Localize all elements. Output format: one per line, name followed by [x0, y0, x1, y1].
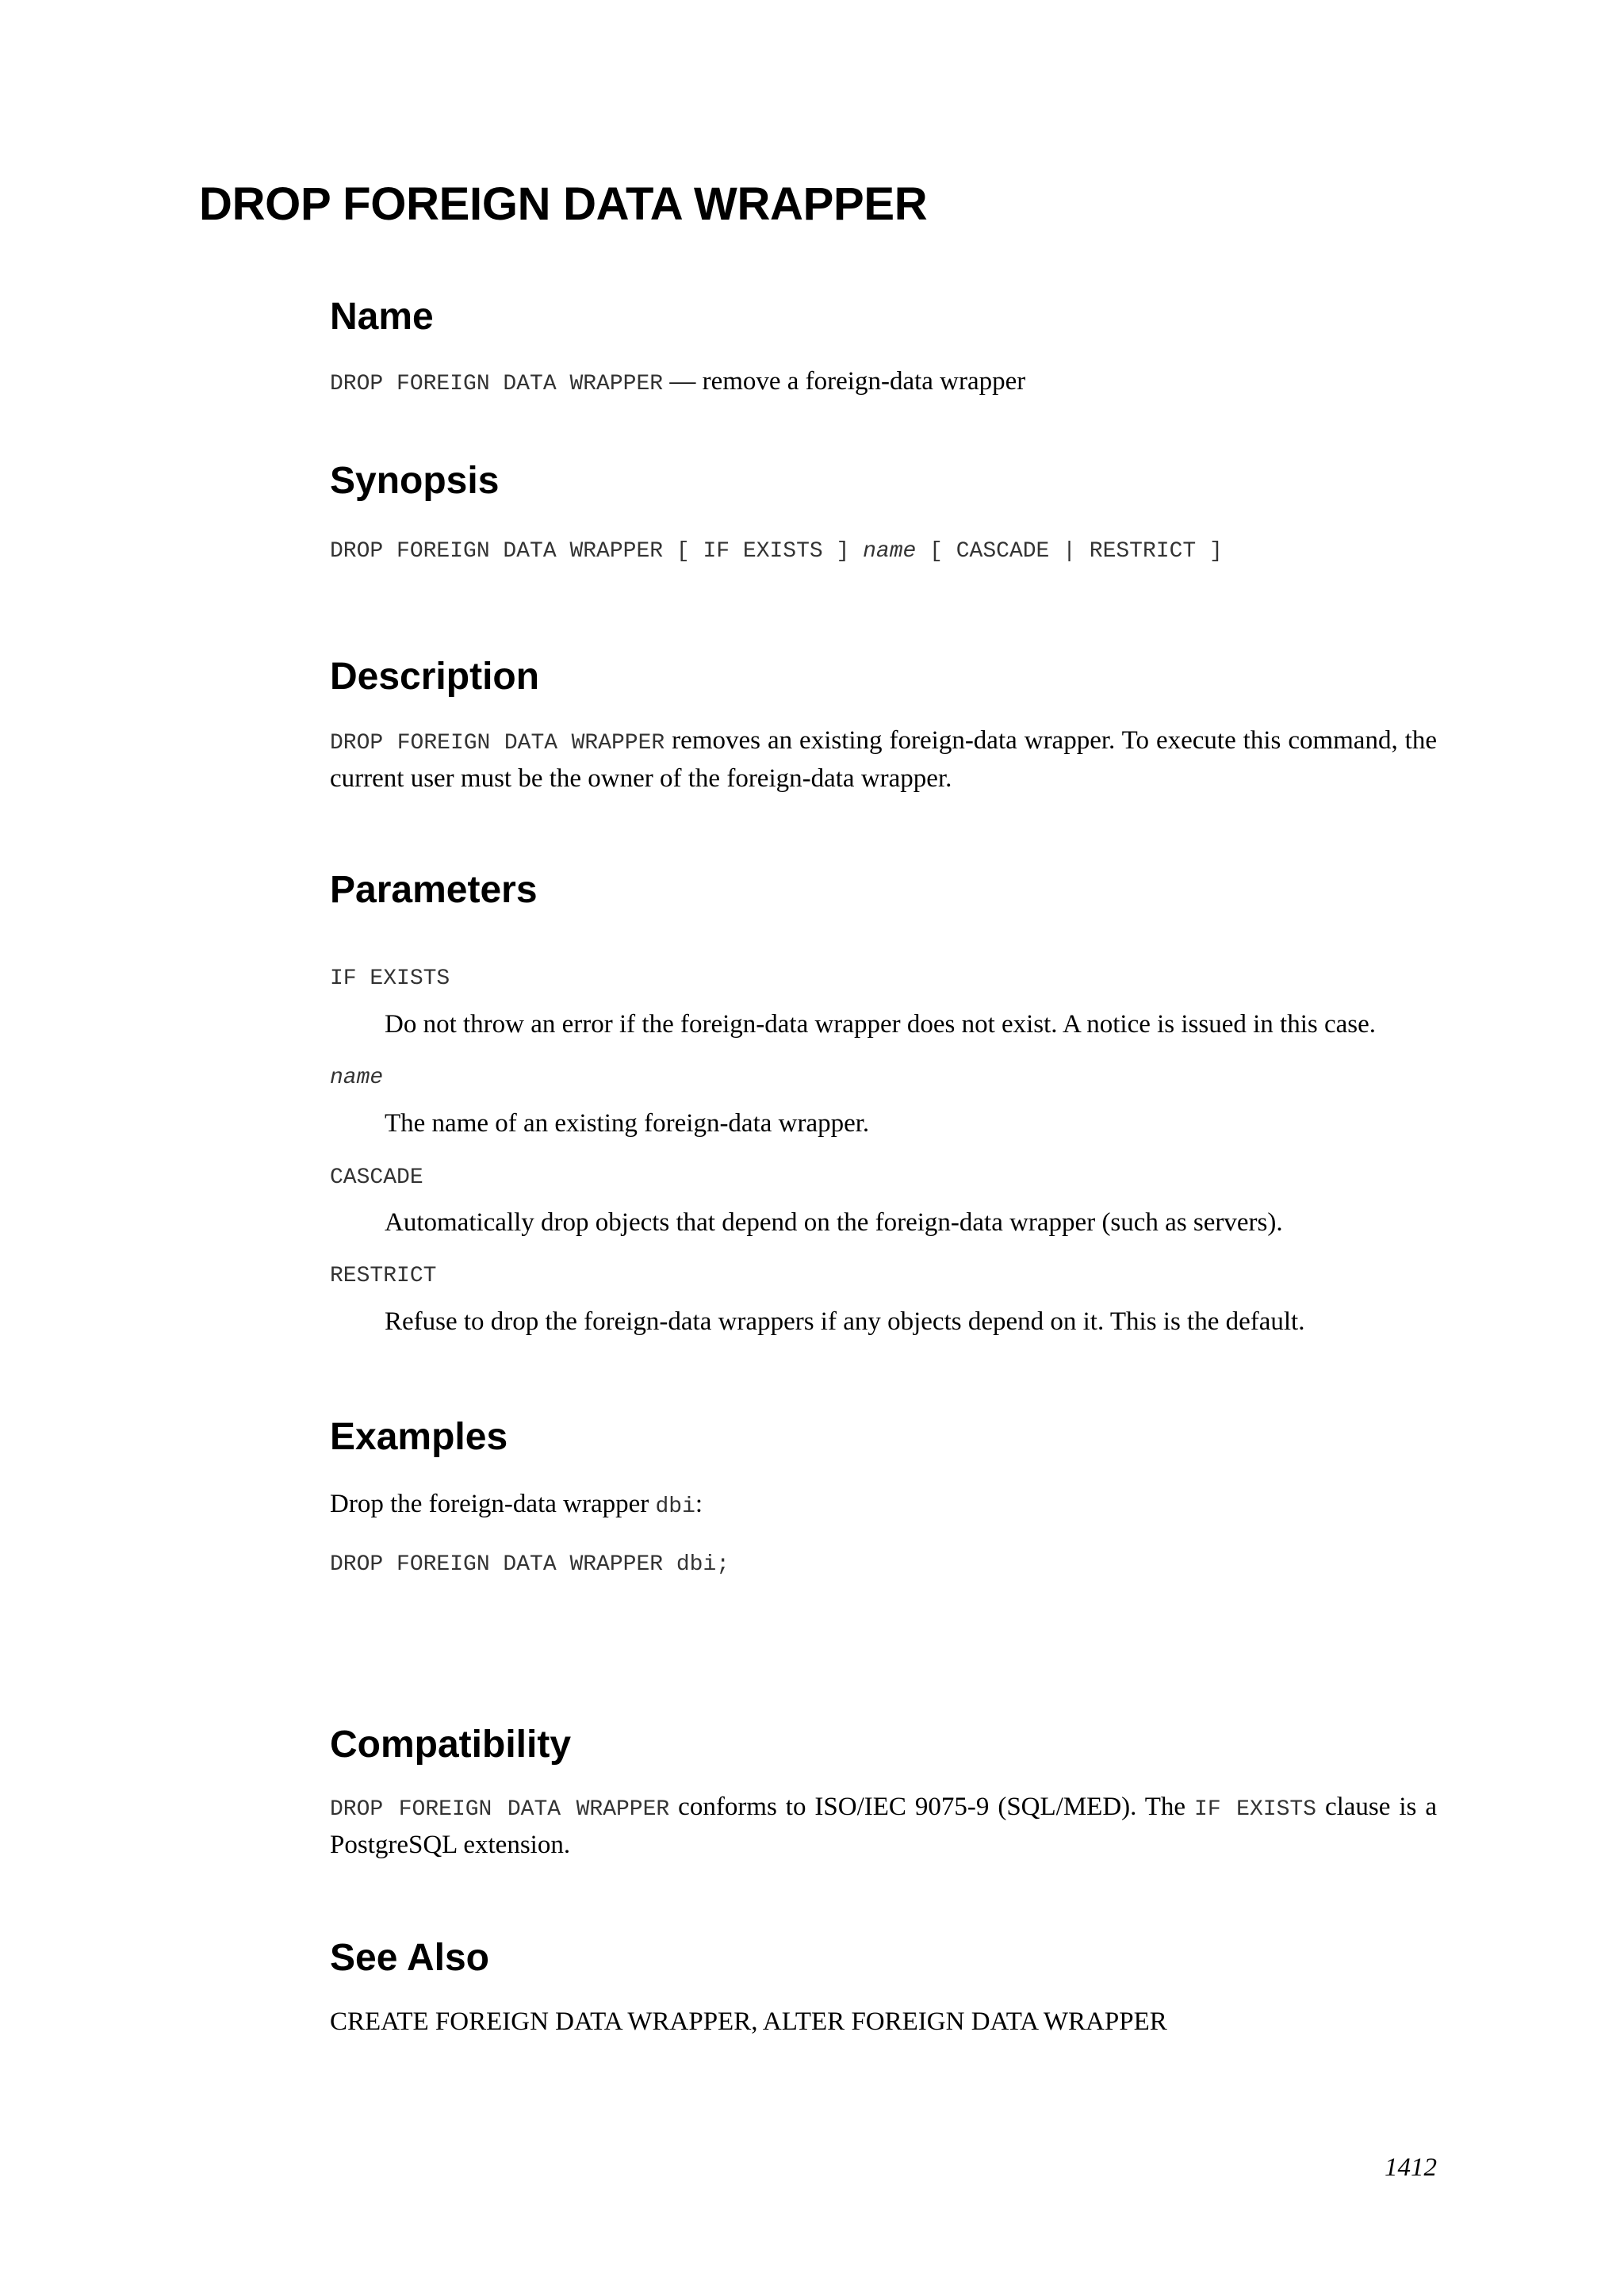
see-also-heading: See Also	[330, 1937, 489, 1979]
examples-intro-text: Drop the foreign-data wrapper	[330, 1490, 656, 1518]
param-desc-restrict: Refuse to drop the foreign-data wrappers if any objects depend on it. This is the default.	[385, 1307, 1305, 1336]
description-heading: Description	[330, 656, 540, 698]
param-term-if-exists: IF EXISTS	[330, 966, 450, 991]
synopsis-name-placeholder: name	[863, 539, 917, 564]
examples-intro-end: :	[695, 1490, 703, 1518]
param-desc-name: The name of an existing foreign-data wrapper.	[385, 1109, 870, 1138]
synopsis-heading: Synopsis	[330, 460, 500, 502]
examples-intro-code: dbi	[655, 1494, 695, 1519]
name-command: DROP FOREIGN DATA WRAPPER	[330, 372, 664, 396]
compatibility-text-2: clause is a PostgreSQL extension.	[330, 1793, 1438, 1859]
compatibility-heading: Compatibility	[330, 1724, 572, 1766]
examples-intro	[330, 1487, 1437, 1525]
param-term-name: name	[330, 1066, 384, 1090]
description-paragraph	[330, 723, 1437, 797]
param-desc-cascade: Automatically drop objects that depend on the foreign-data wrapper (such as servers).	[385, 1208, 1283, 1237]
compatibility-paragraph	[330, 1789, 1437, 1863]
compatibility-command: DROP FOREIGN DATA WRAPPER	[330, 1797, 670, 1822]
synopsis-code	[330, 536, 1223, 568]
name-heading: Name	[330, 296, 434, 338]
synopsis-after-name: [ CASCADE | RESTRICT ]	[916, 539, 1223, 564]
synopsis-before-name: DROP FOREIGN DATA WRAPPER [ IF EXISTS ]	[330, 539, 864, 564]
examples-code: DROP FOREIGN DATA WRAPPER dbi;	[330, 1552, 730, 1577]
compatibility-clause: IF EXISTS	[1194, 1797, 1316, 1822]
parameters-heading: Parameters	[330, 869, 538, 911]
see-also-text: CREATE FOREIGN DATA WRAPPER, ALTER FOREIGN DATA WRAPPER	[330, 2007, 1167, 2036]
description-text: removes an existing foreign-data wrapper. To execute this command, the current user must be the owner of the foreign-data wrapper.	[330, 726, 1437, 793]
description-command: DROP FOREIGN DATA WRAPPER	[330, 731, 665, 756]
param-desc-if-exists: Do not throw an error if the foreign-data wrapper does not exist. A notice is issued in this case.	[385, 1010, 1377, 1039]
param-term-restrict: RESTRICT	[330, 1264, 437, 1288]
examples-heading: Examples	[330, 1416, 508, 1458]
compatibility-text-1: conforms to ISO/IEC 9075-9 (SQL/MED). The	[669, 1793, 1195, 1821]
param-term-cascade: CASCADE	[330, 1165, 423, 1190]
name-line	[330, 364, 1437, 402]
page-number: 1412	[1385, 2153, 1437, 2182]
name-summary: — remove a foreign-data wrapper	[663, 367, 1026, 396]
page-title: DROP FOREIGN DATA WRAPPER	[199, 178, 928, 230]
